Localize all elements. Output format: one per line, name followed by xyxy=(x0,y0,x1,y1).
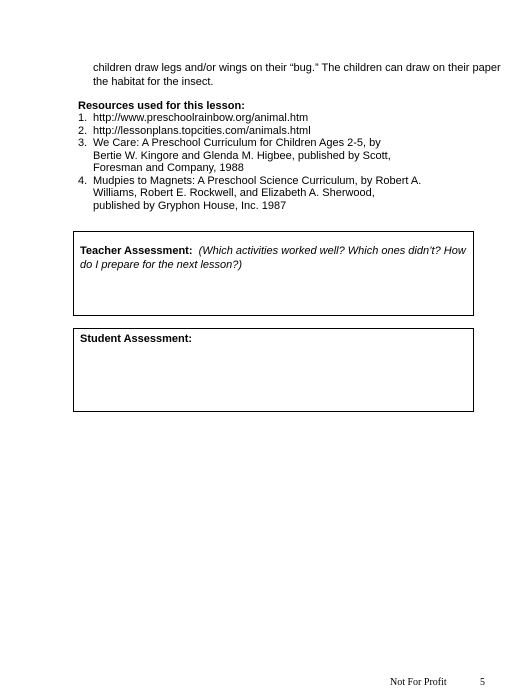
list-number: 1. xyxy=(78,112,88,124)
footer-text: Not For Profit xyxy=(390,677,447,688)
list-item xyxy=(78,125,498,138)
resource-citation: Mudpies to Magnets: A Preschool Science Curriculum, by Robert A. Williams, Robert E. Rockwell, and Elizabeth A. Sherwood, published by Gryphon House, Inc. 1987 xyxy=(93,174,422,212)
resource-link[interactable]: http://www.preschoolrainbow.org/animal.htm xyxy=(93,112,309,124)
list-number: 4. xyxy=(78,174,88,187)
page-number: 5 xyxy=(480,677,485,688)
list-number: 2. xyxy=(78,124,88,137)
continuation-paragraph: children draw legs and/or wings on their “bug.” The children can draw on their paper the habitat for the insect. xyxy=(93,62,501,88)
student-assessment-label: Student Assessment: xyxy=(80,333,193,345)
list-item xyxy=(78,112,498,125)
teacher-assessment-prompt: (Which activities worked well? Which ones didn’t? How do I prepare for the next lesson?) xyxy=(80,245,466,271)
student-assessment-box[interactable] xyxy=(73,328,474,412)
teacher-assessment-label: Teacher Assessment: xyxy=(80,245,193,257)
resource-citation: We Care: A Preschool Curriculum for Children Ages 2-5, by Bertie W. Kingore and Glenda M. Higbee, published by Scott, Foresman and Company, 1988 xyxy=(93,137,391,174)
list-item xyxy=(78,137,498,175)
list-number: 3. xyxy=(78,137,88,149)
teacher-assessment-box[interactable] xyxy=(73,231,474,316)
resources-list xyxy=(78,112,498,212)
resources-heading: Resources used for this lesson: xyxy=(78,100,245,112)
resource-link[interactable]: http://lessonplans.topcities.com/animals.html xyxy=(93,124,311,137)
list-item xyxy=(78,175,498,213)
